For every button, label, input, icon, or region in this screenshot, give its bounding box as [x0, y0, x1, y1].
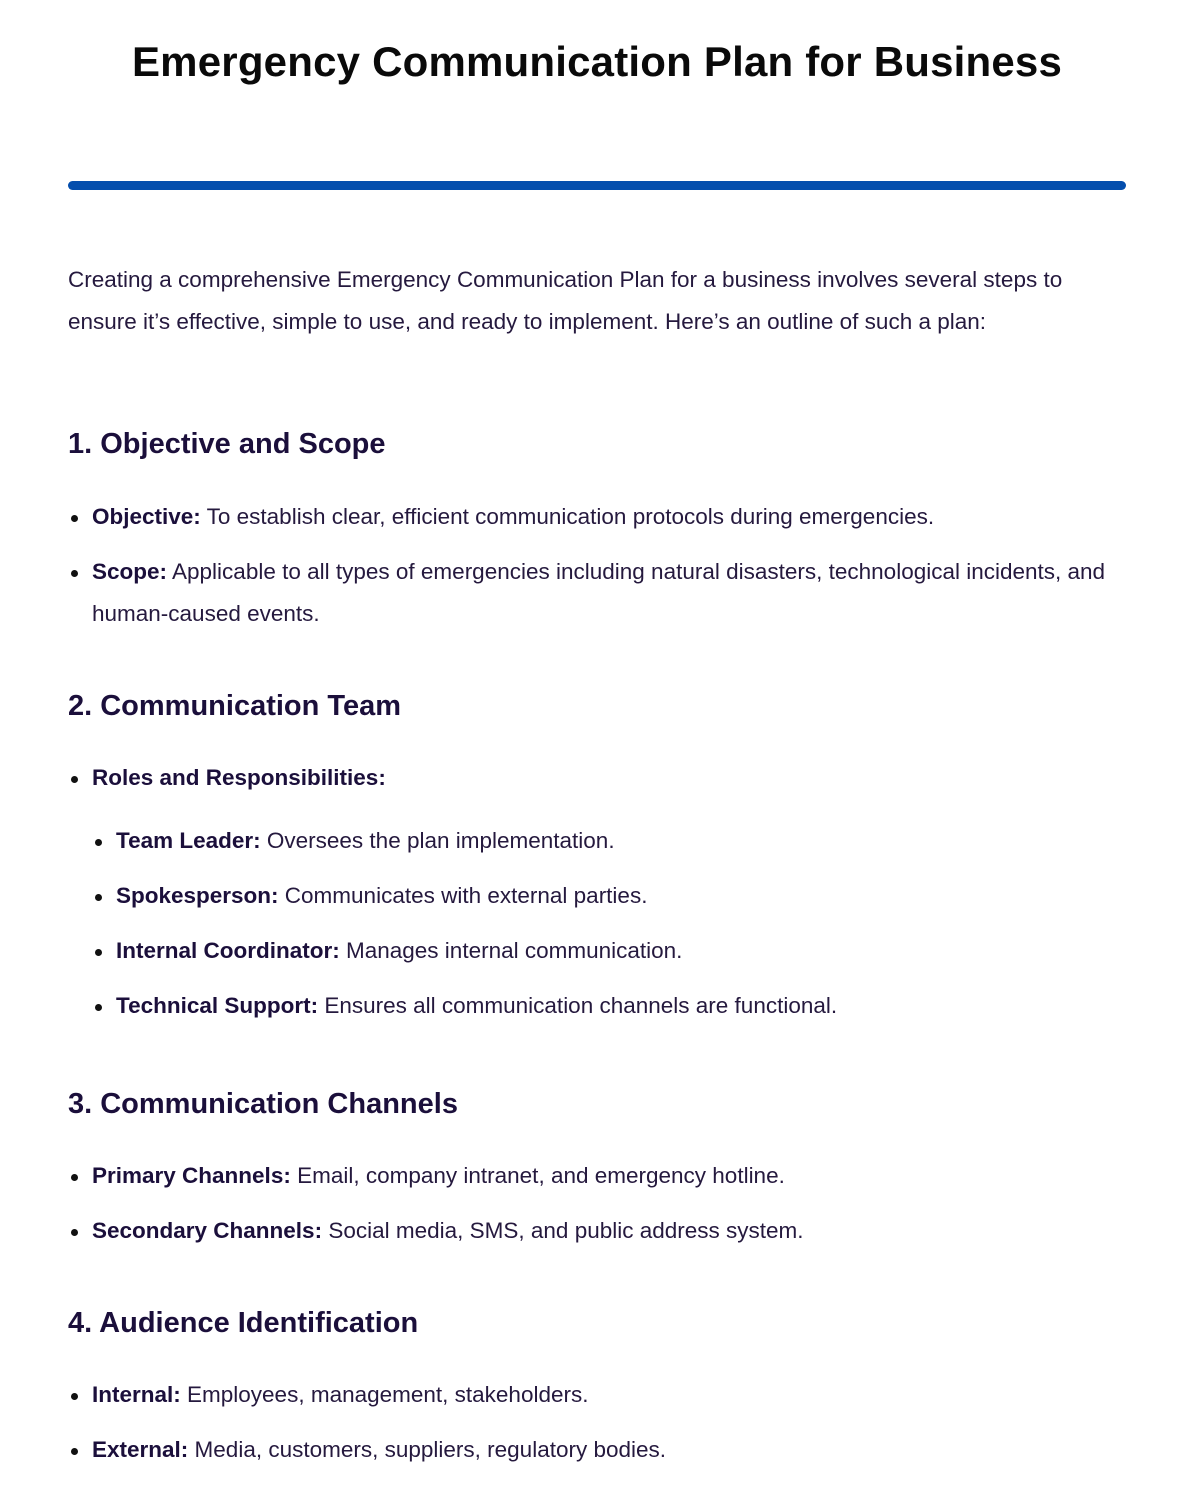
item-label: Objective:	[92, 504, 201, 529]
item-text: Oversees the plan implementation.	[260, 828, 615, 853]
item-text: To establish clear, efficient communication protocols during emergencies.	[200, 504, 935, 529]
list-item	[68, 496, 1108, 538]
item-label: Internal:	[92, 1382, 181, 1407]
list-item	[92, 875, 1132, 917]
list-item	[92, 985, 1132, 1027]
item-label: Secondary Channels:	[92, 1218, 323, 1243]
list-item	[68, 1429, 1108, 1471]
item-label: Technical Support:	[116, 993, 319, 1018]
item-text: Communicates with external parties.	[278, 883, 648, 908]
item-label: Roles and Responsibilities:	[92, 765, 386, 790]
communication-team-list	[68, 757, 1108, 812]
section-heading-communication-team: 2. Communication Team	[68, 690, 402, 722]
item-text: Employees, management, stakeholders.	[180, 1382, 589, 1407]
item-text: Ensures all communication channels are functional.	[318, 993, 838, 1018]
section-heading-communication-channels: 3. Communication Channels	[68, 1088, 458, 1120]
item-text: Social media, SMS, and public address system.	[322, 1218, 804, 1243]
list-item	[92, 820, 1132, 862]
intro-paragraph: Creating a comprehensive Emergency Communication Plan for a business involves several steps to ensure it’s effective, simple to use, and ready to implement. Here’s an outline of such a plan:	[68, 267, 1063, 334]
list-item	[92, 930, 1132, 972]
list-item	[68, 757, 1108, 799]
title-divider	[68, 181, 1126, 190]
item-label: Scope:	[92, 559, 168, 584]
page-title: Emergency Communication Plan for Business	[131, 38, 1063, 85]
item-label: Team Leader:	[116, 828, 261, 853]
audience-list	[68, 1374, 1108, 1484]
item-label: Internal Coordinator:	[116, 938, 340, 963]
item-label: Primary Channels:	[92, 1163, 291, 1188]
list-item	[68, 1210, 1108, 1252]
communication-channels-list	[68, 1155, 1108, 1265]
item-label: External:	[92, 1437, 189, 1462]
section-heading-audience-identification: 4. Audience Identification	[68, 1307, 419, 1339]
objective-scope-list	[68, 496, 1108, 648]
list-item	[68, 1374, 1108, 1416]
item-label: Spokesperson:	[116, 883, 279, 908]
list-item	[68, 551, 1108, 635]
item-text: Manages internal communication.	[339, 938, 683, 963]
list-item	[68, 1155, 1108, 1197]
item-text: Email, company intranet, and emergency hotline.	[290, 1163, 785, 1188]
roles-sublist	[92, 820, 1132, 1040]
section-heading-objective-scope: 1. Objective and Scope	[68, 428, 386, 460]
item-text: Applicable to all types of emergencies including natural disasters, technological incidents, and human-caused events.	[92, 559, 1106, 626]
item-text: Media, customers, suppliers, regulatory bodies.	[188, 1437, 667, 1462]
